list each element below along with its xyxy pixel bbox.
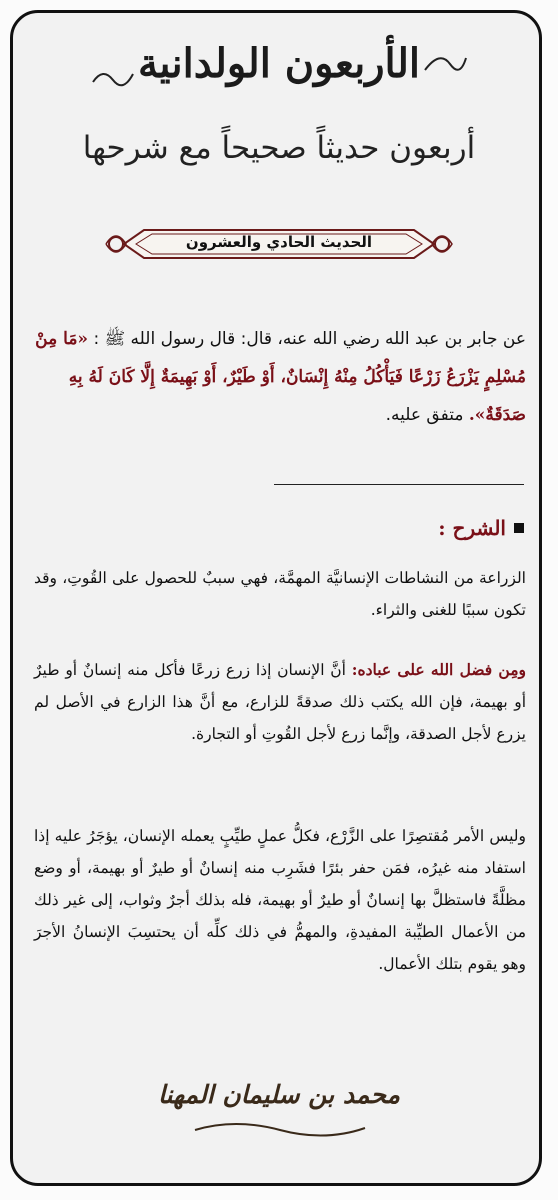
section-divider <box>274 484 524 485</box>
sharh-paragraph-3: وليس الأمر مُقتصِرًا على الزَّرْع، فكلُّ عملٍ طيِّبٍ يعمله الإنسان، يؤجَرُ عليه إذا استفاد منه غيرُه، فمَن حفر بئرًا فشَرِب منه إنسانٌ أو طيرٌ أو بهيمة، أو وضع مظلَّةً فاستظلَّ بها إنسانٌ أو طيرٌ أو بهيمة، فله بذلك أجرٌ وثواب، إلى غير ذلك من الأعمال الطيِّبة المفيدةِ، والمهمُّ في ذلك كلِّه أن يحتسِبَ الإنسانُ الأجرَ وهو يقوم بتلك الأعمال. <box>34 827 526 973</box>
author-signature: محمد بن سليمان المهنا <box>157 1080 401 1109</box>
hadith-block <box>34 320 526 434</box>
hadith-intro: عن جابر بن عبد الله رضي الله عنه، قال: قال رسول الله ﷺ : <box>93 329 526 349</box>
hadith-number-banner <box>104 224 454 264</box>
sharh-paragraph-1: الزراعة من النشاطات الإنسانيَّة المهمَّة، فهي سببٌ للحصول على القُوتِ، وقد تكون سببًا للغنى والثراء. <box>34 569 526 619</box>
sharh-heading <box>438 516 524 540</box>
hadith-source: متفق عليه. <box>385 405 464 425</box>
signature-flourish-icon <box>190 1120 370 1140</box>
book-subtitle: أربعون حديثاً صحيحاً مع شرحها <box>82 130 476 166</box>
sharh-paragraph-2-lead: ومِن فضل الله على عباده: <box>351 660 526 679</box>
square-bullet-icon <box>514 523 524 533</box>
banner-label: الحديث الحادي والعشرون <box>185 233 373 251</box>
sharh-paragraph-2 <box>34 654 526 750</box>
book-title: الأربعون الولدانية <box>137 40 421 87</box>
hadith-text: «مَا مِنْ مُسْلِمٍ يَزْرَعُ زَرْعًا فَيَأْكُلُ مِنْهُ إِنْسَانٌ، أَوْ طَيْرٌ، أَوْ بَهِيمَةٌ إِلَّا كَانَ لَهُ بِهِ صَدَقَةٌ». <box>35 329 526 425</box>
sharh-paragraph-2-body: أنَّ الإنسان إذا زرع زرعًا فأكل منه إنسانٌ أو طيرٌ أو بهيمة، فإن الله يكتب ذلك صدقةً للزارع، مع أنَّ هذا الزارع في الأصل لم يزرع لأجل الصدقة، وإنَّما زرع لأجل القُوتِ أو التجارة. <box>34 661 526 743</box>
sharh-heading-label: الشرح : <box>438 516 506 540</box>
